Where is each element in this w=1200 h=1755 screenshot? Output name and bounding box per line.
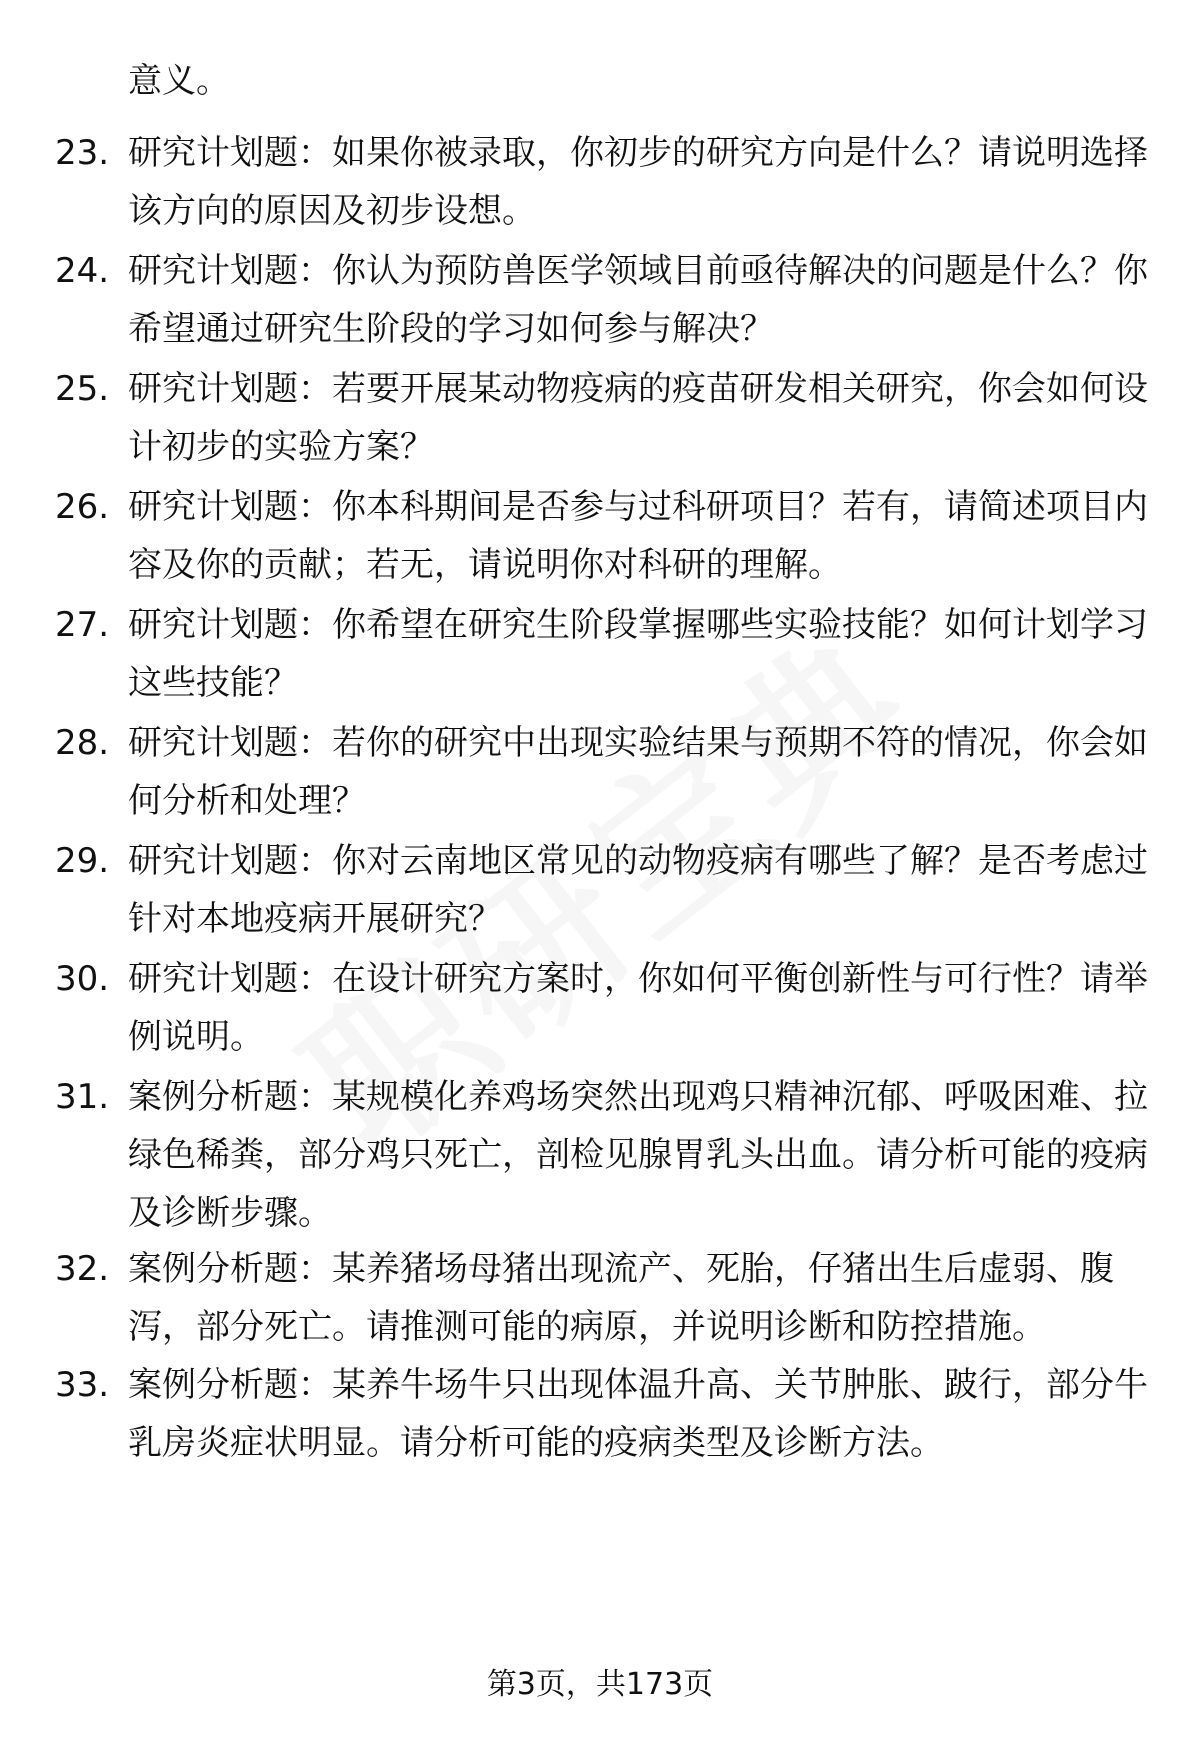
question-text: 研究计划题：你本科期间是否参与过科研项目？若有，请简述项目内容及你的贡献；若无，请说明你对科研的理解。 [128,487,1148,585]
question-text: 案例分析题：某规模化养鸡场突然出现鸡只精神沉郁、呼吸困难、拉绿色稀粪，部分鸡只死亡，剖检见腺胃乳头出血。请分析可能的疫病及诊断步骤。 [128,1077,1148,1233]
question-number: 33. [55,1365,110,1405]
question-text: 研究计划题：若你的研究中出现实验结果与预期不符的情况，你会如何分析和处理？ [128,723,1148,821]
question-number: 23. [55,133,110,173]
question-number: 25. [55,369,110,409]
question-number: 32. [55,1249,110,1289]
question-text: 案例分析题：某养牛场牛只出现体温升高、关节肿胀、跛行，部分牛乳房炎症状明显。请分析可能的疫病类型及诊断方法。 [128,1365,1148,1463]
question-number: 30. [55,959,110,999]
question-text: 研究计划题：你希望在研究生阶段掌握哪些实验技能？如何计划学习这些技能？ [128,605,1148,703]
question-number: 29. [55,841,110,881]
question-number: 31. [55,1077,110,1117]
question-text: 研究计划题：若要开展某动物疫病的疫苗研发相关研究，你会如何设计初步的实验方案？ [128,369,1148,467]
continued-text: 意义。 [128,61,230,101]
question-text: 研究计划题：如果你被录取，你初步的研究方向是什么？请说明选择该方向的原因及初步设想。 [128,133,1148,231]
question-text: 研究计划题：你认为预防兽医学领域目前亟待解决的问题是什么？你希望通过研究生阶段的学习如何参与解决？ [128,251,1148,349]
page-footer: 第3页，共173页 [486,1667,714,1702]
question-number: 27. [55,605,110,645]
question-text: 案例分析题：某养猪场母猪出现流产、死胎，仔猪出生后虚弱、腹泻，部分死亡。请推测可能的病原，并说明诊断和防控措施。 [128,1249,1114,1347]
question-number: 26. [55,487,110,527]
question-text: 研究计划题：你对云南地区常见的动物疫病有哪些了解？是否考虑过针对本地疫病开展研究？ [128,841,1148,939]
question-number: 24. [55,251,110,291]
question-text: 研究计划题：在设计研究方案时，你如何平衡创新性与可行性？请举例说明。 [128,959,1148,1057]
question-number: 28. [55,723,110,763]
